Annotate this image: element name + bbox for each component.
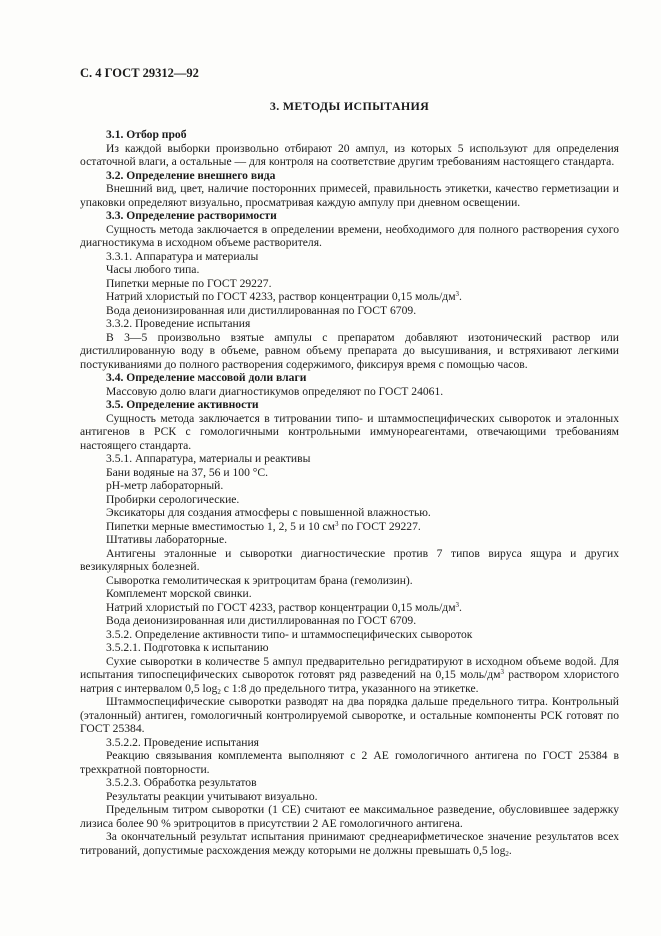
list-item: Комплемент морской свинки. — [106, 587, 252, 600]
subscript: 2 — [217, 687, 221, 696]
list-item-text: Натрий хлористый по ГОСТ 4233, раствор концентрации 0,15 моль/дм — [106, 290, 456, 303]
list-item: Сыворотка гемолитическая к эритроцитам брана (гемолизин). — [106, 573, 413, 587]
list-item: Эксикаторы для создания атмосферы с повышенной влажностью. — [106, 506, 431, 519]
heading-3-4: 3.4. Определение массовой доли влаги — [106, 371, 307, 384]
subheading-3-5-2-1: 3.5.2.1. Подготовка к испытанию — [106, 641, 269, 654]
list-item — [80, 601, 619, 615]
paragraph-3-5-2-3-b: Предельным титром сыворотки (1 СЕ) считают ее максимальное разведение, обусловившее задержку лизиса более 90 % эритроцитов в присутствии 2 АЕ гомологичного антигена. — [80, 803, 619, 830]
list-item: Пипетки мерные по ГОСТ 29227. — [106, 276, 272, 290]
heading-3-5: 3.5. Определение активности — [106, 398, 259, 411]
paragraph-3-5: Сущность метода заключается в титровании типо- и штаммоспецифических сывороток и эталонных антигенов в РСК с гомологичными контрольными иммунореагентами, отвечающими требованиям настоящего стандарта. — [80, 411, 619, 452]
paragraph-3-1: Из каждой выборки произвольно отбирают 20 ампул, из которых 5 используют для определения остаточной влаги, а остальные — для контроля на соответствие другим требованиям настоящего стандарта. — [80, 141, 619, 168]
list-item-end: по ГОСТ 29227. — [338, 519, 421, 533]
subscript: 2 — [505, 849, 509, 858]
subheading-3-5-1: 3.5.1. Аппаратура, материалы и реактивы — [106, 452, 311, 465]
running-head: С. 4 ГОСТ 29312—92 — [80, 66, 199, 80]
list-item — [80, 520, 619, 534]
superscript: 3 — [334, 519, 339, 528]
list-item-end: . — [459, 600, 462, 614]
list-item: Пробирки серологические. — [106, 492, 240, 506]
heading-3-2: 3.2. Определение внешнего вида — [106, 168, 276, 182]
paragraph-text: Сухие сыворотки в количестве 5 ампул предварительно регидратируют в исходном объеме водой. Для испытания типоспецифических сывороток готовят ряд разведений на 0,15 моль/дм — [80, 654, 619, 681]
paragraph-3-2: Внешний вид, цвет, наличие посторонних примесей, правильность этикетки, качество герметизации и упаковки определяют визуально, просматривая каждую ампулу при дневном освещении. — [80, 182, 619, 209]
list-item: Штативы лабораторные. — [106, 533, 227, 546]
paragraph-3-5-2-2: Реакцию связывания комплемента выполняют с 2 АЕ гомологичного антигена по ГОСТ 25384 в трехкратной повторности. — [80, 749, 619, 776]
subheading-3-5-2-3: 3.5.2.3. Обработка результатов — [106, 776, 257, 789]
paragraph-text: За окончательный результат испытания принимают среднеарифметическое значение результатов всех титрований, допустимые расхождения между которыми не должны превышать 0,5 log — [80, 830, 619, 857]
list-item: Часы любого типа. — [106, 263, 200, 276]
paragraph-3-5-2-3-c — [80, 830, 619, 857]
paragraph-end: . — [508, 843, 512, 857]
list-item-end: . — [459, 290, 462, 303]
subheading-3-5-2: 3.5.2. Определение активности типо- и штаммоспецифических сывороток — [106, 627, 473, 641]
list-item — [80, 290, 619, 304]
list-item: Бани водяные на 37, 56 и 100 °С. — [106, 465, 269, 479]
superscript: 3 — [455, 600, 460, 609]
list-item: Вода деионизированная или дистиллированная по ГОСТ 6709. — [106, 614, 417, 627]
subheading-3-3-1: 3.3.1. Аппаратура и материалы — [106, 249, 259, 263]
paragraph-3-3-2: В 3—5 произвольно взятые ампулы с препаратом добавляют изотонический раствор или дистиллированную воду в объеме, равном объему препарата до высушивания, и встряхивают легкими постукиваниями до полного растворения содержимого, фиксируя время с помощью часов. — [80, 330, 619, 371]
subheading-3-5-2-2: 3.5.2.2. Проведение испытания — [106, 735, 259, 749]
list-item-text: Пипетки мерные вместимостью 1, 2, 5 и 10 см — [106, 519, 335, 533]
subheading-3-3-2: 3.3.2. Проведение испытания — [106, 317, 251, 330]
paragraph-text: с 1:8 до предельного титра, указанного на этикетке. — [220, 681, 479, 695]
paragraph-3-5-2-1-b: Штаммоспецифические сыворотки разводят на два порядка дальше предельного титра. Контрольный (эталонный) антиген, гомологичный контролируемой сыворотке, и остальные компоненты РСК готовят по ГОСТ 25384. — [80, 695, 619, 735]
heading-3-1: 3.1. Отбор проб — [106, 128, 187, 141]
document-body — [80, 128, 619, 857]
list-item-wrapped: Антигены эталонные и сыворотки диагностические против 7 типов вируса ящура и других везикулярных болезней. — [80, 546, 619, 573]
section-title: 3. МЕТОДЫ ИСПЫТАНИЯ — [269, 99, 430, 113]
superscript: 3 — [455, 290, 460, 298]
paragraph-3-4: Массовую долю влаги диагностикумов определяют по ГОСТ 24061. — [106, 384, 444, 398]
superscript: 3 — [500, 668, 505, 676]
list-item: Вода деионизированная или дистиллированная по ГОСТ 6709. — [106, 303, 417, 317]
paragraph-3-3: Сущность метода заключается в определении времени, необходимого для полного растворения сухого диагностикума в исходном объеме растворителя. — [80, 222, 619, 249]
list-item: pH-метр лабораторный. — [106, 479, 224, 492]
paragraph-text: раствором хлористого натрия с интервалом 0,5 log — [80, 668, 619, 695]
list-item-text: Натрий хлористый по ГОСТ 4233, раствор концентрации 0,15 моль/дм — [106, 600, 456, 614]
paragraph-3-5-2-1-a — [80, 655, 619, 696]
list-item: Результаты реакции учитывают визуально. — [106, 789, 318, 803]
heading-3-3: 3.3. Определение растворимости — [106, 209, 277, 222]
